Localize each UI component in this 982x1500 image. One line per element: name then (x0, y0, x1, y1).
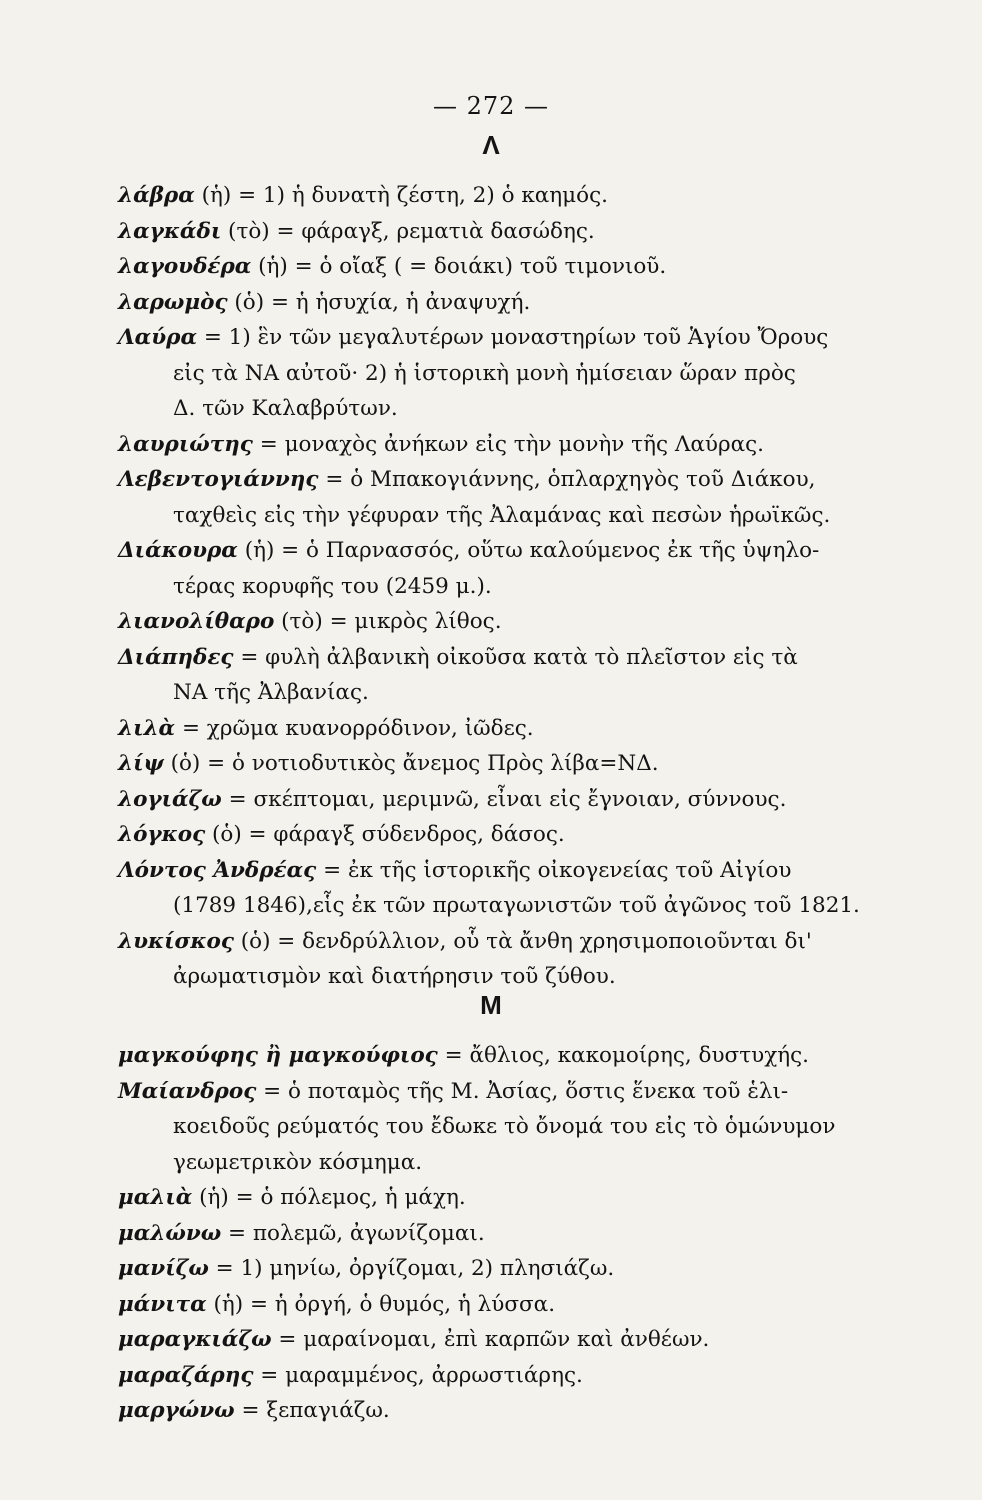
entry-first-line (118, 924, 878, 960)
entry-first-line (118, 782, 878, 818)
entry-definition-text: = ὁ Μπακογιάννης, ὁπλαρχηγὸς τοῦ Διάκου, (318, 467, 816, 492)
entry-first-line (118, 285, 878, 321)
entry-definition-text: = ἐκ τῆς ἱστορικῆς οἰκογενείας τοῦ Αἰγίου (316, 857, 792, 883)
entry-first-line (118, 1393, 878, 1429)
entry-headword: Λόντος Ἀνδρέας (118, 857, 317, 883)
dictionary-entry (118, 853, 878, 924)
entry-continuation-line (118, 391, 878, 427)
entry-first-line (118, 533, 878, 569)
entry-headword: Λαύρα (118, 325, 197, 350)
entry-headword: Λεβεντογιάννης (118, 467, 319, 492)
entry-definition-text: (ἡ) = 1) ἡ δυνατὴ ζέστη, 2) ὁ καημός. (194, 183, 608, 208)
dictionary-entry (118, 640, 878, 711)
dictionary-entry (118, 1038, 878, 1074)
entry-definition-text: (τὸ) = μικρὸς λίθος. (274, 609, 502, 634)
dictionary-entry (118, 817, 878, 853)
entry-continuation-line (118, 675, 878, 711)
entry-headword: λαγουδέρα (118, 254, 252, 279)
dictionary-entry (118, 249, 878, 285)
entry-definition-text: = 1) ἓν τῶν μεγαλυτέρων μοναστηρίων τοῦ Ἁγίου Ὄρους (197, 325, 829, 350)
entry-definition-text: ἀρωματισμὸν καὶ διατήρησιν τοῦ ζύθου. (173, 964, 616, 989)
entry-definition-text: (ὁ) = φάραγξ σύδενδρος, δάσος. (205, 822, 565, 847)
entry-definition-text: = μαραμμένος, ἀρρωστιάρης. (253, 1362, 583, 1388)
entry-definition-text: (ἡ) = ὁ οἴαξ ( = δοιάκι) τοῦ τιμονιοῦ. (251, 254, 667, 279)
dictionary-entry (118, 1180, 878, 1216)
entry-first-line (118, 1358, 878, 1394)
entry-headword: Διάκουρα (118, 538, 238, 563)
entry-headword: λιλὰ (118, 715, 176, 741)
entry-definition-text: = μαραίνομαι, ἐπὶ καρπῶν καὶ ἀνθέων. (271, 1327, 710, 1352)
entry-definition-text: = ὁ ποταμὸς τῆς Μ. Ἀσίας, ὅστις ἕνεκα τοῦ ἑλι- (256, 1078, 789, 1104)
entry-first-line (118, 853, 878, 889)
entry-first-line (118, 711, 878, 747)
entry-first-line (118, 1216, 878, 1252)
dictionary-entry (118, 1322, 878, 1358)
entry-headword: μανίζω (118, 1256, 209, 1281)
entry-first-line (118, 817, 878, 853)
entry-headword: λογιάζω (118, 786, 222, 812)
entry-definition-text: = μοναχὸς ἀνήκων εἰς τὴν μονὴν τῆς Λαύρας. (252, 431, 764, 457)
entry-definition-text: = ἄθλιος, κακομοίρης, δυστυχής. (437, 1043, 809, 1068)
entry-first-line (118, 249, 878, 285)
entry-definition-text: (ἡ) = ἡ ὀργή, ὁ θυμός, ἡ λύσσα. (206, 1291, 556, 1317)
entry-first-line (118, 1074, 878, 1110)
entry-continuation-line (118, 1109, 878, 1145)
entry-first-line (118, 1322, 878, 1358)
entry-definition-text: ταχθεὶς εἰς τὴν γέφυραν τῆς Ἀλαμάνας καὶ πεσὼν ἡρωϊκῶς. (173, 502, 831, 528)
entry-headword: λαυριώτης (118, 431, 253, 457)
dictionary-entry (118, 782, 878, 818)
entry-definition-text: εἰς τὰ ΝΑ αὐτοῦ· 2) ἡ ἱστορικὴ μονὴ ἡμίσειαν ὥραν πρὸς (173, 360, 796, 386)
entries-mu (118, 1038, 878, 1429)
dictionary-entry (118, 214, 878, 250)
entry-definition-text: Δ. τῶν Καλαβρύτων. (173, 396, 398, 421)
entry-definition-text: = πολεμῶ, ἀγωνίζομαι. (221, 1220, 485, 1246)
entry-definition-text: γεωμετρικὸν κόσμημα. (173, 1149, 423, 1175)
entry-headword: μαραγκιάζω (118, 1327, 272, 1352)
dictionary-entry (118, 746, 878, 782)
section-letter-lambda: Λ (482, 130, 500, 160)
entry-definition-text: (ὁ) = ὁ νοτιοδυτικὸς ἄνεμος Πρὸς λίβα=ΝΔ. (163, 751, 659, 776)
entry-first-line (118, 178, 878, 214)
entry-definition-text: (ὁ) = ἡ ἡσυχία, ἡ ἀναψυχή. (227, 289, 531, 315)
entry-first-line (118, 1251, 878, 1287)
entry-headword: λαρωμὸς (118, 289, 228, 315)
entry-continuation-line (118, 569, 878, 605)
entry-headword: μαραζάρης (118, 1362, 254, 1388)
entry-headword: λίψ (118, 751, 164, 776)
dictionary-entry (118, 1216, 878, 1252)
section-letter-mu: Μ (480, 990, 502, 1020)
entry-headword: Μαίανδρος (118, 1078, 257, 1104)
entry-definition-text: κοειδοῦς ρεύματός του ἔδωκε τὸ ὄνομά του εἰς τὸ ὁμώνυμον (173, 1114, 836, 1139)
dictionary-entry (118, 178, 878, 214)
entry-definition-text: (1789 1846),εἷς ἐκ τῶν πρωταγωνιστῶν τοῦ ἀγῶνος τοῦ 1821. (173, 893, 860, 918)
dictionary-entry (118, 285, 878, 321)
entry-continuation-line (118, 356, 878, 392)
entry-headword: λιανολίθαρο (118, 609, 275, 634)
entry-first-line (118, 462, 878, 498)
entry-definition-text: (ὁ) = δενδρύλλιον, οὗ τὰ ἄνθη χρησιμοποιοῦνται δι' (233, 928, 812, 954)
entry-definition-text: = ξεπαγιάζω. (234, 1398, 390, 1423)
dictionary-entry (118, 711, 878, 747)
entry-definition-text: (τὸ) = φάραγξ, ρεματιὰ δασώδης. (221, 218, 595, 244)
entry-definition-text: (ἡ) = ὁ πόλεμος, ἡ μάχη. (192, 1185, 466, 1210)
entry-first-line (118, 746, 878, 782)
dictionary-entry (118, 924, 878, 995)
entry-first-line (118, 1287, 878, 1323)
entry-definition-text: (ἡ) = ὁ Παρνασσός, οὕτω καλούμενος ἐκ τῆς ὑψηλο- (237, 538, 820, 563)
page-number: — 272 — (432, 92, 550, 120)
dictionary-entry (118, 1358, 878, 1394)
entry-first-line (118, 640, 878, 676)
entry-continuation-line (118, 498, 878, 534)
entry-headword: λαγκάδι (118, 218, 222, 244)
entry-headword: λόγκος (118, 822, 206, 847)
entry-first-line (118, 1180, 878, 1216)
dictionary-entry (118, 1074, 878, 1181)
entry-headword: μαλώνω (118, 1220, 222, 1246)
entry-headword: μάνιτα (118, 1291, 207, 1317)
entry-definition-text: ΝΑ τῆς Ἀλβανίας. (173, 680, 369, 705)
dictionary-entry (118, 1393, 878, 1429)
entries-lambda (118, 178, 878, 995)
entry-first-line (118, 427, 878, 463)
dictionary-entry (118, 320, 878, 427)
entry-headword: λάβρα (118, 183, 195, 208)
dictionary-entry (118, 1251, 878, 1287)
entry-headword: μαργώνω (118, 1398, 235, 1423)
entry-first-line (118, 1038, 878, 1074)
entry-definition-text: = σκέπτομαι, μεριμνῶ, εἶναι εἰς ἔγνοιαν, σύννους. (221, 786, 787, 812)
entry-definition-text: = φυλὴ ἀλβανικὴ οἰκοῦσα κατὰ τὸ πλεῖστον εἰς τὰ (233, 644, 798, 670)
entry-first-line (118, 320, 878, 356)
dictionary-entry (118, 604, 878, 640)
entry-first-line (118, 214, 878, 250)
entry-continuation-line (118, 888, 878, 924)
dictionary-entry (118, 533, 878, 604)
entry-definition-text: = χρῶμα κυανορρόδινον, ἰῶδες. (175, 715, 534, 741)
entry-definition-text: τέρας κορυφῆς του (2459 μ.). (173, 573, 492, 599)
entry-headword: μαλιὰ (118, 1185, 193, 1210)
entry-headword: μαγκούφης ἢ μαγκούφιος (118, 1043, 438, 1068)
entry-headword: λυκίσκος (118, 928, 234, 954)
entry-headword: Διάπηδες (118, 644, 234, 670)
dictionary-entry (118, 427, 878, 463)
dictionary-entry (118, 1287, 878, 1323)
entry-definition-text: = 1) μηνίω, ὀργίζομαι, 2) πλησιάζω. (208, 1256, 615, 1281)
entry-first-line (118, 604, 878, 640)
dictionary-entry (118, 462, 878, 533)
entry-continuation-line (118, 1145, 878, 1181)
